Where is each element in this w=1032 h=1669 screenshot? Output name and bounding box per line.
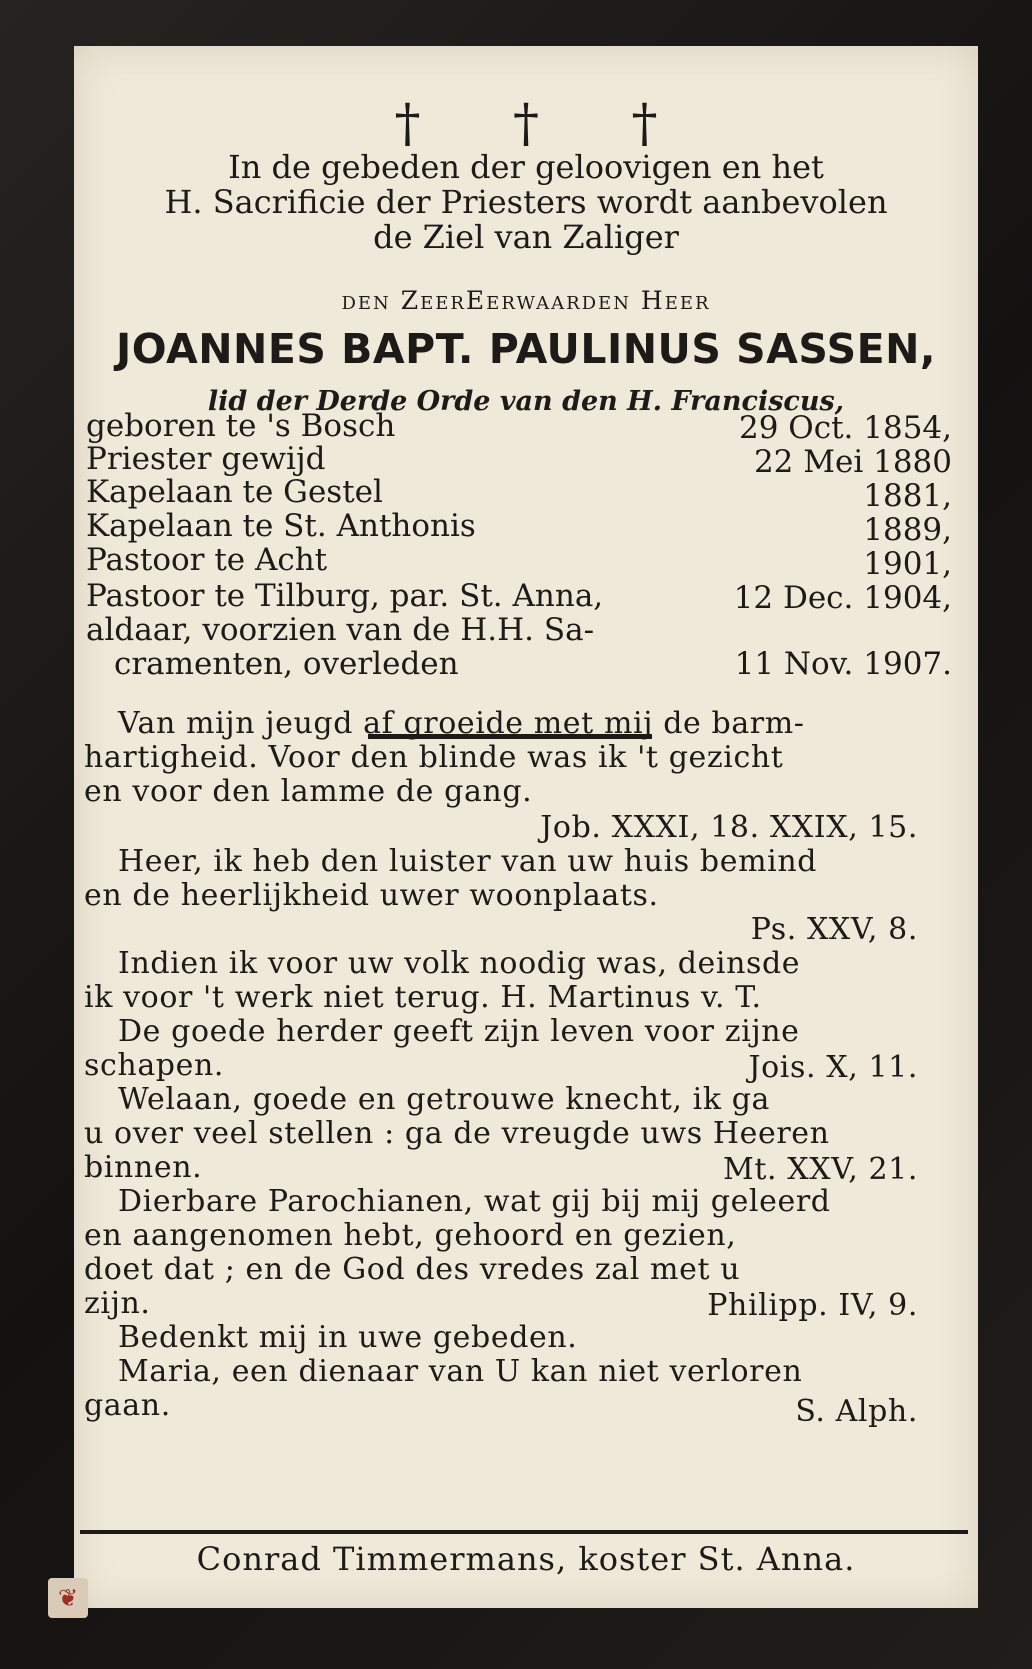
quote-line: Indien ik voor uw volk noodig was, deinsde: [118, 946, 801, 981]
quote-line: en de heerlijkheid uwer woonplaats.: [84, 878, 659, 913]
bio-label: Pastoor te Tilburg, par. St. Anna,: [86, 578, 604, 614]
order-membership: lid der Derde Orde van den H. Franciscus,: [207, 386, 845, 417]
quote-line: Maria, een dienaar van U kan niet verloren: [118, 1354, 803, 1389]
quote-reference: Ps. XXV, 8.: [750, 912, 918, 947]
intro-line-2: H. Sacrificie der Priesters wordt aanbevolen: [164, 183, 888, 221]
bio-date: 12 Dec. 1904,: [733, 580, 952, 616]
bio-date: 1881,: [863, 478, 952, 514]
quote-line: doet dat ; en de God des vredes zal met u: [84, 1252, 741, 1287]
quote-line: Bedenkt mij in uwe gebeden.: [118, 1320, 578, 1355]
quote-line: u over veel stellen : ga de vreugde uws Heeren: [84, 1116, 830, 1151]
deceased-name: JOANNES BAPT. PAULINUS SASSEN,: [115, 325, 936, 373]
quote-line: zijn.: [84, 1286, 151, 1321]
quote-line: Van mijn jeugd af groeide met mij de barm-: [118, 706, 805, 741]
bio-label: Kapelaan te St. Anthonis: [86, 508, 476, 544]
quote-line: De goede herder geeft zijn leven voor zijne: [118, 1014, 800, 1049]
bio-date: 1889,: [863, 512, 952, 548]
bio-label: cramenten, overleden: [114, 646, 459, 682]
quote-reference: Jois. X, 11.: [748, 1050, 918, 1085]
three-crosses: † † †: [394, 94, 696, 154]
bio-date: 11 Nov. 1907.: [734, 646, 952, 682]
bio-date: 1901,: [863, 546, 952, 582]
quote-reference: Mt. XXV, 21.: [723, 1152, 918, 1187]
bio-label: Pastoor te Acht: [86, 542, 328, 578]
intro-line-1: In de gebeden der geloovigen en het: [228, 148, 824, 186]
bio-label: Priester gewijd: [86, 441, 326, 477]
quote-reference: Philipp. IV, 9.: [707, 1288, 918, 1323]
quote-line: binnen.: [84, 1150, 203, 1185]
quote-line: Heer, ik heb den luister van uw huis bemind: [118, 844, 818, 879]
printer-credit: Conrad Timmermans, koster St. Anna.: [196, 1540, 856, 1578]
quote-line: gaan.: [84, 1388, 171, 1423]
quote-line: hartigheid. Voor den blinde was ik 't gezicht: [84, 740, 784, 775]
bio-label: aldaar, voorzien van de H.H. Sa-: [86, 612, 595, 648]
quote-reference: Job. XXXI, 18. XXIX, 15.: [540, 810, 918, 845]
quote-line: Welaan, goede en getrouwe knecht, ik ga: [118, 1082, 771, 1117]
bottom-rule: [80, 1530, 968, 1534]
memorial-card: [74, 46, 978, 1608]
quote-line: ik voor 't werk niet terug. H. Martinus v. T.: [84, 980, 762, 1015]
collection-stamp-icon: ❦: [48, 1578, 88, 1618]
quote-reference: S. Alph.: [795, 1394, 918, 1429]
bio-label: Kapelaan te Gestel: [86, 474, 383, 510]
quote-line: schapen.: [84, 1048, 225, 1083]
honorific-title: den ZeerEerwaarden Heer: [341, 286, 711, 315]
intro-line-3: de Ziel van Zaliger: [373, 218, 679, 256]
quote-line: en voor den lamme de gang.: [84, 774, 533, 809]
bio-date: 29 Oct. 1854,: [739, 410, 952, 446]
bio-date: 22 Mei 1880: [753, 444, 952, 480]
bio-label: geboren te 's Bosch: [86, 408, 396, 444]
quote-line: Dierbare Parochianen, wat gij bij mij geleerd: [118, 1184, 831, 1219]
quote-line: en aangenomen hebt, gehoord en gezien,: [84, 1218, 737, 1253]
